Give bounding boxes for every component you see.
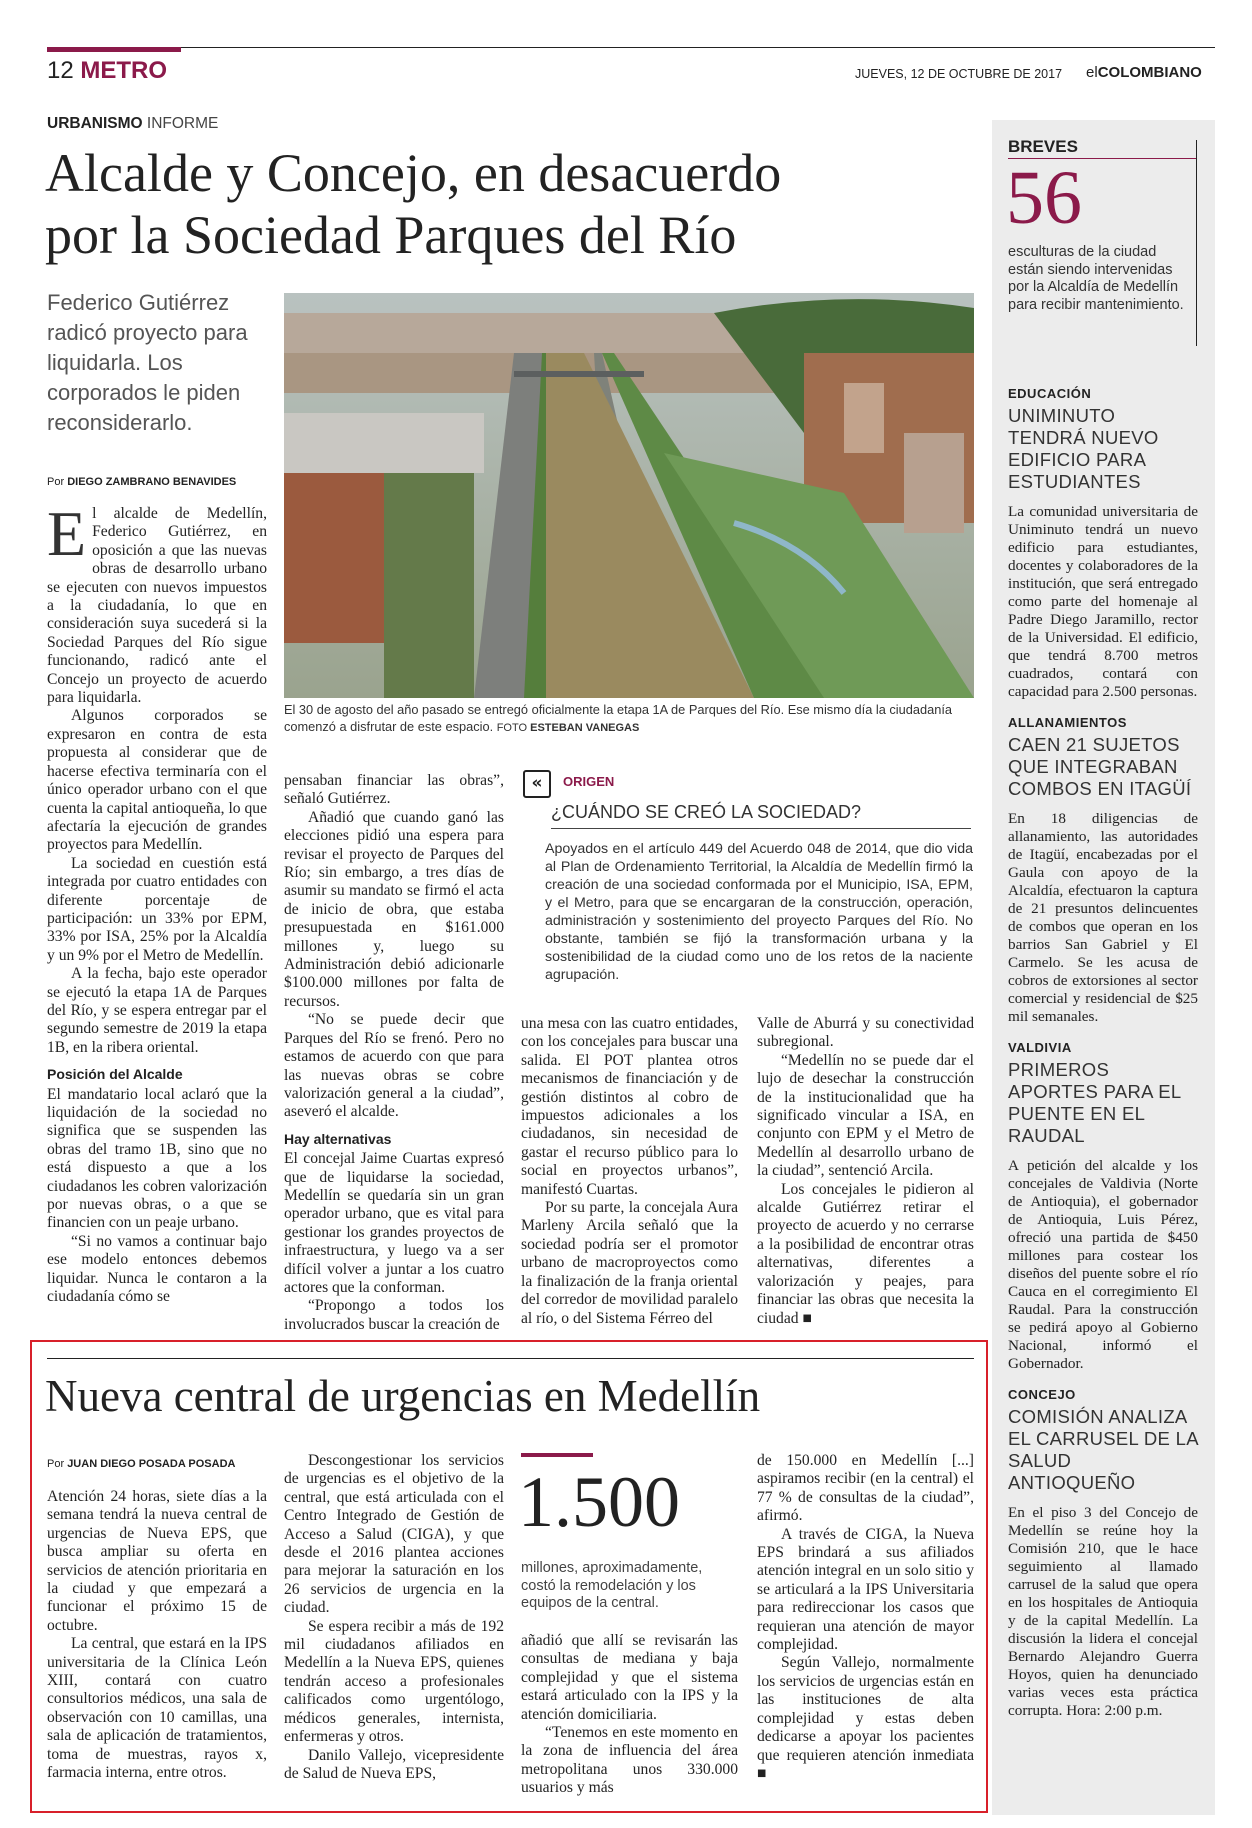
photo-credit: FOTO ESTEBAN VANEGAS <box>496 721 640 734</box>
stat-accent-bar <box>521 1453 593 1457</box>
main-col-1: El alcalde de Medellín, Federico Gutiérrez, en oposición a que las nuevas obras de desarrollo urbano se ejecuten con nuevos impuestos a la ciudadanía, lo que en consideración suya sucederá si la Sociedad Parques del Río sigue funcionando, radicó ante el Concejo un proyecto de acuerdo para liquidarla. Algunos corporados se expresaron en contra de esta propuesta al considerar que de hacerse efectiva terminaría con el único operador urbano con el que cuenta la capital antioqueña, lo que afectaría la ejecución de grandes proyectos para Medellín. La sociedad en cuestión está integrada por cuatro entidades con diferente porcentaje de participación: un 33% por EPM, 33% por ISA, 25% por la Alcaldía y un 9% por el Metro de Medellín. A la fecha, bajo este operador se ejecutó la etapa 1A de Parques del Río, y se espera entregar par el segundo semestre de 2019 la etapa 1B, en la ribera oriental. Posición del Alcalde El mandatario local aclaró que la liquidación de la sociedad no significa que se suspenden las obras del tramo 1B, sino que no está dispuesto a que a los ciudadanos les cobren valorización por nuevas obras, o a que se financien con un peaje urbano. “Si no vamos a continuar bajo ese modelo entonces debemos liquidar. Nunca le contaron a la ciudadanía cómo se <box>47 498 267 1306</box>
header-top-rule <box>47 47 1215 48</box>
second-col-1: Atención 24 horas, siete días a la semana tendrá la nueva central de urgencias de Nueva EPS, que busca ampliar su oferta en servicios de atención prioritaria en la ciudad y que empezará a funcionar el próximo 15 de octubre. La central, que estará en la IPS universitaria de la Clínica León XIII, contará con cuatro consultorios médicos, una sala de observación con 10 camillas, una sala de aplicación de tratamientos, toma de muestras, rayos x, farmacia interna, entre otros. <box>47 1488 267 1782</box>
second-col-4: de 150.000 en Medellín [...] aspiramos recibir (en la central) el 77 % de consultas de la ciudad”, afirmó. A través de CIGA, la Nueva EPS brindará a sus afiliados atención integral en un solo sitio y se articulará a la IPS Universitaria para redireccionar los casos que requieran una atención de mayor complejidad. Según Vallejo, normalmente los servicios de urgencias están en las instituciones de alta complejidad y estas deben dedicarse a apoyar los pacientes que requieren atención inmediata ■ <box>757 1452 974 1782</box>
breve-allanamientos: ALLANAMIENTOS CAEN 21 SUJETOS QUE INTEGRABAN COMBOS EN ITAGÜÍ En 18 diligencias de allanamiento, las autoridades de Itagüí, encabezadas por el Gaula con apoyo de la Alcaldía, efectuaron la captura de 21 presuntos delincuentes de combos que operan en los barrios San Gabriel y El Carmelo. Se les acusa de cobros de extorsiones al sector comercial y residencial de $25 mil semanales. <box>1008 715 1198 1025</box>
issue-date: JUEVES, 12 DE OCTUBRE DE 2017 <box>855 67 1063 81</box>
aerial-river-image <box>284 293 974 698</box>
main-headline: Alcalde y Concejo, en desacuerdo por la Sociedad Parques del Río <box>45 143 782 265</box>
breves-title: BREVES <box>1008 137 1078 156</box>
drop-cap: E <box>47 498 87 569</box>
breves-items <box>1008 386 1198 1730</box>
origen-arrow-icon: « <box>523 770 551 798</box>
breve-educacion: EDUCACIÓN UNIMINUTO TENDRÁ NUEVO EDIFICIO PARA ESTUDIANTES La comunidad universitaria de Uniminuto tendrá un nuevo edificio para estudiantes, docentes y colaboradores de la institución, que será entregado como parte del homenaje al Padre Diego Jaramillo, rector de la Universidad. El edificio, que tendrá 8.700 metros cuadrados, contará con capacidad para 2.500 personas. <box>1008 386 1198 700</box>
second-headline: Nueva central de urgencias en Medellín <box>45 1371 761 1421</box>
stat-text: millones, aproximadamente, costó la remodelación y los equipos de la central. <box>521 1560 703 1611</box>
article-kicker: URBANISMO INFORME <box>47 115 219 132</box>
photo-caption: El 30 de agosto del año pasado se entregó oficialmente la etapa 1A de Parques del Río. Ese mismo día la ciudadanía comenzó a disfrutar de este espacio. FOTO ESTEBAN VANEGAS <box>284 702 953 734</box>
breve-concejo: CONCEJO COMISIÓN ANALIZA EL CARRUSEL DE LA SALUD ANTIOQUEÑO En el piso 3 del Concejo de Medellín se reúne hoy la Comisión 210, que le hace seguimiento al llamado carrusel de la salud que opera en los hospitales de Antioquia y de la capital Medellín. La discusión la lidera el concejal Bernardo Alejandro Guerra Hoyos, quien ha denunciado varias veces esta práctica corrupta. Hora: 2:00 p.m. <box>1008 1387 1198 1719</box>
main-col-4: Valle de Aburrá y su conectividad subregional. “Medellín no se puede dar el lujo de desechar la construcción de la institucionalidad que ha significado vincular a ISA, en conjunto con EPM y el Metro de Medellín al desarrollo urbano de la ciudad”, sentenció Arcila. Los concejales le pidieron al alcalde Gutiérrez retirar el proyecto de acuerdo y no cerrarse a la posibilidad de encontrar otras alternativas, diferentes a valorización y peajes, para financiar las obras que necesita la ciudad ■ <box>757 1015 974 1327</box>
main-byline: Por DIEGO ZAMBRANO BENAVIDES <box>47 476 237 488</box>
origen-question: ¿CUÁNDO SE CREÓ LA SOCIEDAD? <box>551 802 862 822</box>
second-col-3: añadió que allí se revisarán las consultas de mediana y baja complejidad y que el sistema estará articulado con la IPS y la atención domiciliaria. “Tenemos en este momento en la zona de influencia del área metropolitana unos 330.000 usuarios y más <box>521 1632 738 1797</box>
section-name: METRO <box>80 57 168 84</box>
origen-label: ORIGEN <box>563 774 615 789</box>
main-col-3: una mesa con las cuatro entidades, con los concejales para buscar una salida. El POT plantea otros mecanismos de financiación y de gestión distintos al cobro de impuestos adicionales a los ciudadanos, sin necesidad de gastar el recurso público para lo social en proyectos urbanos”, manifestó Cuartas. Por su parte, la concejala Aura Marleny Arcila señaló que la sociedad podría ser el promotor urbano de macroproyectos como la finalización de la franja oriental del corredor de movilidad paralelo al río, o del Sistema Férreo del <box>521 1015 738 1327</box>
breves-big-number-text: esculturas de la ciudad están siendo intervenidas por la Alcaldía de Medellín para recibir mantenimiento. <box>1008 244 1184 313</box>
newspaper-logo: elCOLOMBIANO <box>1086 64 1202 81</box>
main-col-2: pensaban financiar las obras”, señaló Gutiérrez. Añadió que cuando ganó las elecciones pidió una espera para revisar el proyecto de Parques del Río; sin embargo, a tres días de asumir su mandato se firmó el acta de inicio de obra, que estaba presupuestada en $161.000 millones y, luego su Administración debió adicionarle $100.000 millones por falta de recursos. “No se puede decir que Parques del Río se frenó. Pero no estamos de acuerdo con que para las nuevas obras se cobre valorización general a la ciudad”, aseveró el alcalde. Hay alternativas El concejal Jaime Cuartas expresó que de liquidarse la sociedad, Medellín se quedaría sin un gran operador urbano, que es vital para gestionar los grandes proyectos de infraestructura, y luego va a ser difícil volver a juntar a los cuatro actores que la conforman. “Propongo a todos los involucrados buscar la creación de <box>284 772 504 1333</box>
breve-valdivia: VALDIVIA PRIMEROS APORTES PARA EL PUENTE EN EL RAUDAL A petición del alcalde y los concejales de Valdivia (Norte de Antioquia), el gobernador de Antioquia, Luis Pérez, ofreció una partida de $450 millones para costear los diseños del puente sobre el río Cauca en el corregimiento El Raudal. Para la construcción se pedirá apoyo al Gobierno Nacional, informó el Gobernador. <box>1008 1040 1198 1372</box>
stat-number: 1.500 <box>518 1462 680 1542</box>
second-col-2: Descongestionar los servicios de urgencias es el objetivo de la central, que está articulada con el Centro Integrado de Gestión de Acceso a Salud (CIGA), y que desde el 2016 plantea acciones para mejorar la saturación en los 26 servicios de urgencia en la ciudad. Se espera recibir a más de 192 mil ciudadanos afiliados en Medellín a la Nueva EPS, quienes tendrán acceso a profesionales calificados como urgentólogo, médicos generales, internista, enfermeras y otros. Danilo Vallejo, vicepresidente de Salud de Nueva EPS, <box>284 1452 504 1782</box>
sidebar-right-rule <box>1196 140 1197 346</box>
parques-del-rio-photo <box>284 293 974 698</box>
page-number: 12 METRO <box>47 57 168 84</box>
breves-big-number: 56 <box>1006 156 1082 240</box>
section-accent-bar <box>47 47 181 52</box>
article-deck: Federico Gutiérrez radicó proyecto para liquidarla. Los corporados le piden reconsiderarlo. <box>47 290 248 435</box>
second-byline: Por JUAN DIEGO POSADA POSADA <box>47 1458 236 1470</box>
subhead-alternativas: Hay alternativas <box>284 1130 392 1147</box>
origen-body: Apoyados en el artículo 449 del Acuerdo 048 de 2014, que dio vida al Plan de Ordenamiento Territorial, la Alcaldía de Medellín firmó la creación de una sociedad conformada por el Municipio, ISA, EPM, y el Metro, para que se encargaran de la construcción, operación, administración y sostenimiento del proyecto Parques del Río. No obstante, también se fijó la transformación urbana y la sostenibilidad de la ciudad como uno de los retos de la naciente agrupación. <box>545 841 973 983</box>
subhead-posicion: Posición del Alcalde <box>47 1066 183 1083</box>
second-article-top-rule <box>47 1358 974 1359</box>
